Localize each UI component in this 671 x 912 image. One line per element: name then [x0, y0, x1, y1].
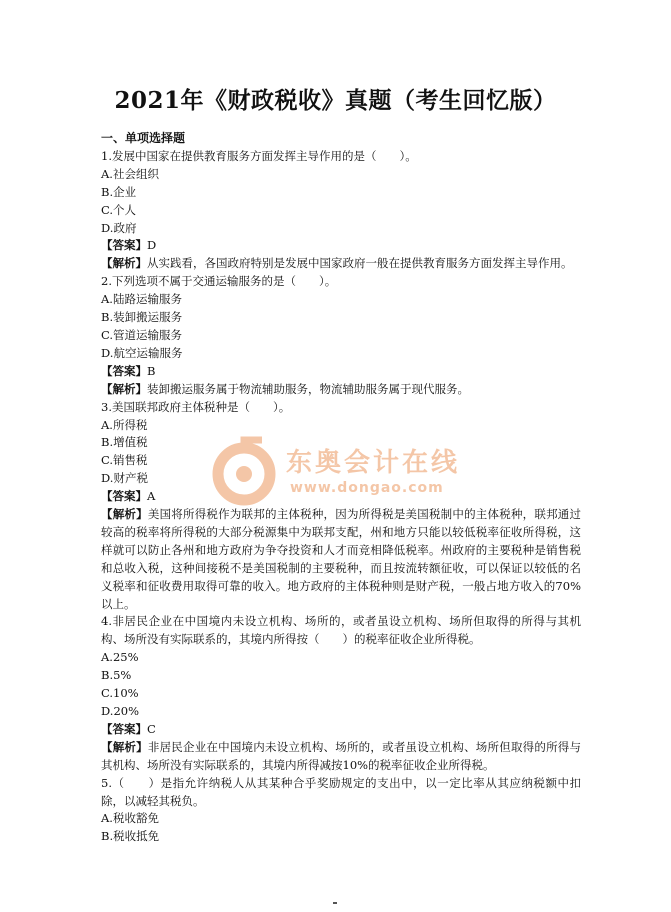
option: A.25%: [101, 650, 139, 665]
question-stem: 3.美国联邦政府主体税种是（ ）。: [101, 399, 291, 414]
analysis-paragraph: [101, 739, 581, 775]
answer-tag: 【答案】: [101, 363, 147, 378]
answer-line: [101, 721, 581, 739]
option: C.销售税: [101, 453, 148, 468]
answer-line: [101, 488, 581, 506]
option: B.5%: [101, 668, 132, 683]
option: D.财产税: [101, 471, 148, 486]
option: B.增值税: [101, 435, 148, 450]
section-heading: 一、单项选择题: [101, 131, 186, 145]
option: A.税收豁免: [101, 811, 159, 826]
document-title: 2021年《财政税收》真题（考生回忆版）: [114, 87, 557, 114]
option: D.20%: [101, 704, 140, 718]
analysis-text: 从实践看，各国政府特别是发展中国家政府一般在提供教育服务方面发挥主导作用。: [147, 256, 573, 271]
analysis-paragraph: [101, 381, 581, 399]
question-stem: 5.（ ）是指允许纳税人从其某种合乎奖励规定的支出中，以一定比率从其应纳税额中扣除，以减轻其税负。: [101, 775, 581, 808]
answer-tag: 【答案】: [101, 721, 147, 736]
answer-value: D: [147, 238, 157, 253]
watermark-url: www.dongao.com: [290, 480, 444, 496]
answer-value: B: [147, 363, 156, 378]
question-stem: 4.非居民企业在中国境内未设立机构、场所的，或者虽设立机构、场所但取得的所得与其机构、场所没有实际联系的，其境内所得按（ ）的税率征收企业所得税。: [101, 614, 581, 647]
answer-line: [101, 237, 581, 255]
document-body: [101, 130, 581, 846]
question-stem: 2.下列选项不属于交通运输服务的是（ ）。: [101, 274, 337, 289]
option: C.个人: [101, 202, 137, 217]
question-stem: 1.发展中国家在提供教育服务方面发挥主导作用的是（ ）。: [101, 148, 417, 163]
analysis-paragraph: [101, 255, 581, 273]
answer-tag: 【答案】: [101, 238, 147, 253]
analysis-tag: 【解析】: [101, 381, 147, 396]
option: D.航空运输服务: [101, 345, 183, 360]
answer-line: [101, 363, 581, 381]
answer-value: C: [147, 721, 156, 736]
analysis-tag: 【解析】: [101, 739, 148, 754]
analysis-tag: 【解析】: [101, 507, 148, 522]
analysis-paragraph: [101, 506, 581, 613]
page-footer-mark: [333, 902, 337, 904]
watermark-name: 东奥会计在线: [286, 448, 461, 478]
option: A.社会组织: [101, 166, 159, 181]
analysis-text: 装卸搬运服务属于物流辅助服务，物流辅助服务属于现代服务。: [147, 381, 469, 396]
answer-tag: 【答案】: [101, 489, 147, 504]
option: B.税收抵免: [101, 829, 160, 844]
option: B.企业: [101, 184, 137, 199]
option: A.陆路运输服务: [101, 292, 182, 307]
answer-value: A: [147, 489, 156, 504]
analysis-tag: 【解析】: [101, 256, 147, 271]
option: A.所得税: [101, 417, 148, 432]
option: D.政府: [101, 220, 137, 235]
analysis-text: 美国将所得税作为联邦的主体税种，因为所得税是美国税制中的主体税种，联邦通过较高的税率将所得税的大部分税源集中为联邦支配，州和地方只能以较低税率征收所得税，这样就可以防止各州和地方政府为争夺投资和人才而竞相降低税率。州政府的主要税种是销售税和总收入税，这种间接税不是美国税制的主要税种，而且按流转额征收，可以保证以较低的名义税率和征收费用取得可靠的收入。地方政府的主体税种则是财产税，一般占地方收入的70%以上。: [101, 507, 582, 611]
analysis-text: 非居民企业在中国境内未设立机构、场所的，或者虽设立机构、场所但取得的所得与其机构、场所没有实际联系的，其境内所得减按10%的税率征收企业所得税。: [101, 739, 582, 772]
option: C.10%: [101, 686, 139, 701]
option: B.装卸搬运服务: [101, 310, 183, 325]
option: C.管道运输服务: [101, 327, 183, 342]
